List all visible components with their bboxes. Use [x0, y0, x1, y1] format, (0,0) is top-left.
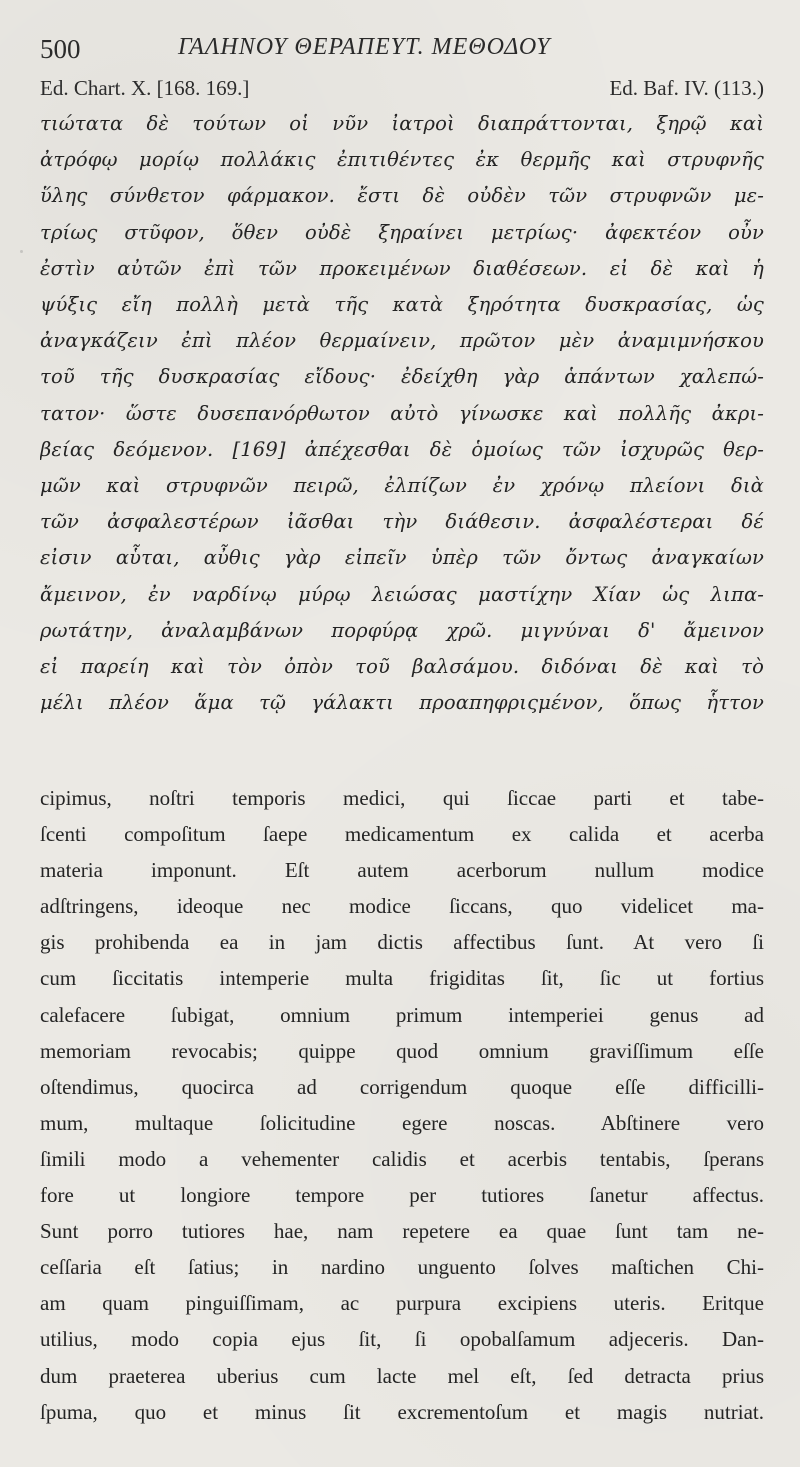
greek-line: ψύξις εἴη πολλὴ μετὰ τῆς κατὰ ξηρότητα δυσκρασίας, ὡς	[40, 293, 764, 317]
greek-line: τιώτατα δὲ τούτων οἱ νῦν ἰατροὶ διαπράττονται, ξηρῷ καὶ	[40, 112, 764, 135]
greek-line: τρίως στῦφον, ὅθεν οὐδὲ ξηραίνει μετρίως· ἀφεκτέον οὖν	[40, 220, 764, 244]
latin-line: utilius, modo copia ejus ſit, ſi opobalſamum adjeceris. Dan-	[40, 1327, 764, 1352]
latin-line: mum, multaque ſolicitudine egere noscas. Abſtinere vero	[40, 1110, 764, 1135]
greek-text-block	[40, 106, 764, 721]
greek-line: εἰ παρείη καὶ τὸν ὀπὸν τοῦ βαλσάμου. διδόναι δὲ καὶ τὸ	[40, 655, 764, 679]
latin-line: ceſſaria eſt ſatius; in nardino unguento ſolves maſtichen Chi-	[40, 1255, 764, 1280]
greek-line: ὕλης σύνθετον φάρμακον. ἔστι δὲ οὐδὲν τῶν στρυφνῶν με-	[40, 184, 764, 208]
greek-line: μῶν καὶ στρυφνῶν πειρῶ, ἐλπίζων ἐν χρόνῳ πλείονι διὰ	[40, 474, 764, 498]
edition-reference-line	[40, 68, 764, 102]
latin-line: gis prohibenda ea in jam dictis affectibus ſunt. At vero ſi	[40, 930, 764, 955]
greek-line: ἀναγκάζειν ἐπὶ πλέον θερμαίνειν, πρῶτον μὲν ἀναμιμνήσκου	[40, 329, 764, 353]
greek-line: εἰσιν αὗται, αὖθις γὰρ εἰπεῖν ὑπὲρ τῶν ὄντως ἀναγκαίων	[40, 546, 764, 570]
running-head	[40, 30, 764, 68]
edition-basel-reference: Ed. Baf. IV. (113.)	[609, 76, 764, 100]
greek-line: τοῦ τῆς δυσκρασίας εἴδους· ἐδείχθη γὰρ ἁπάντων χαλεπώ-	[40, 365, 764, 389]
latin-line: ſcenti compoſitum ſaepe medicamentum ex calida et acerba	[40, 822, 764, 847]
latin-text-block	[40, 780, 764, 1430]
edition-chart-reference: Ed. Chart. X. [168. 169.]	[40, 76, 250, 100]
latin-line: adſtringens, ideoque nec modice ſiccans, quo videlicet ma-	[40, 894, 764, 919]
page-number: 500	[40, 34, 81, 64]
greek-line: ἀτρόφῳ μορίῳ πολλάκις ἐπιτιθέντες ἐκ θερμῆς καὶ στρυφνῆς	[40, 148, 764, 172]
latin-line: calefacere ſubigat, omnium primum intemperiei genus ad	[40, 1002, 764, 1027]
latin-line: oſtendimus, quocirca ad corrigendum quoque eſſe difficilli-	[40, 1074, 764, 1099]
greek-line: βείας δεόμενον. [169] ἀπέχεσθαι δὲ ὁμοίως τῶν ἰσχυρῶς θερ-	[40, 437, 764, 461]
greek-line: τῶν ἀσφαλεστέρων ἰᾶσθαι τὴν διάθεσιν. ἀσφαλέστεραι δέ	[40, 510, 764, 534]
latin-line: fore ut longiore tempore per tutiores ſanetur affectus.	[40, 1183, 764, 1208]
latin-line: ſimili modo a vehementer calidis et acerbis tentabis, ſperans	[40, 1146, 764, 1171]
running-title: ΓΑΛΗΝΟΥ ΘΕΡΑΠΕΥΤ. ΜΕΘΟΔΟΥ	[178, 34, 551, 60]
latin-line: ſpuma, quo et minus ſit excrementoſum et magis nutriat.	[40, 1399, 764, 1424]
latin-line: materia imponunt. Eſt autem acerborum nullum modice	[40, 858, 764, 883]
greek-line: τατον· ὥστε δυσεπανόρθωτον αὐτὸ γίνωσκε καὶ πολλῆς ἀκρι-	[40, 401, 764, 425]
greek-line: μέλι πλέον ἅμα τῷ γάλακτι προαπηφριςμένον, ὅπως ἧττον	[40, 691, 764, 715]
latin-line: cipimus, noſtri temporis medici, qui ſiccae parti et tabe-	[40, 786, 764, 810]
latin-line: dum praeterea uberius cum lacte mel eſt, ſed detracta prius	[40, 1363, 764, 1388]
latin-line: am quam pinguiſſimam, ac purpura excipiens uteris. Eritque	[40, 1291, 764, 1316]
paper-speck	[20, 250, 23, 253]
latin-line: cum ſiccitatis intemperie multa frigiditas ſit, ſic ut fortius	[40, 966, 764, 991]
greek-line: ρωτάτην, ἀναλαμβάνων πορφύρᾳ χρῶ. μιγνύναι δ' ἄμεινον	[40, 618, 764, 642]
greek-line: ἄμεινον, ἐν ναρδίνῳ μύρῳ λειώσας μαστίχην Χίαν ὡς λιπα-	[40, 582, 764, 606]
latin-line: Sunt porro tutiores hae, nam repetere ea quae ſunt tam ne-	[40, 1219, 764, 1244]
greek-line: ἐστὶν αὐτῶν ἐπὶ τῶν προκειμένων διαθέσεων. εἰ δὲ καὶ ἡ	[40, 256, 764, 280]
latin-line: memoriam revocabis; quippe quod omnium graviſſimum eſſe	[40, 1038, 764, 1063]
